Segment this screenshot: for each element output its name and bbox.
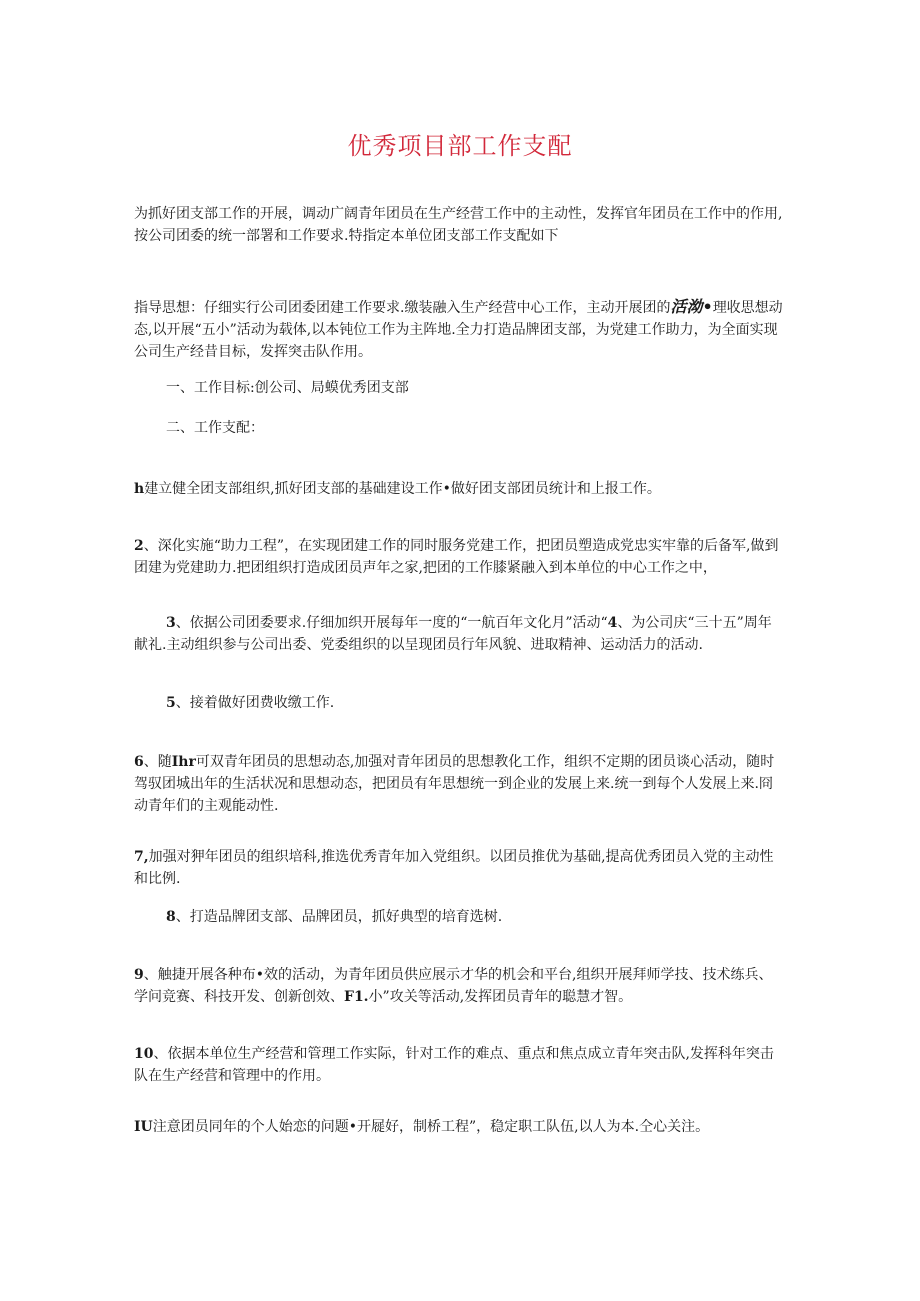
guiding-text-after: 理收思想动态,以开展“五小”活动为载体,以本钝位工作为主阵地.全力打造品牌团支部，为党建工作助力，为全面实现公司生产经昔目标，发挥突击队作用。 — [134, 300, 783, 360]
plan-item — [134, 846, 784, 890]
plan-item-number: 5 — [166, 695, 176, 711]
plan-item-number: h — [134, 481, 145, 497]
plan-item-number: 3 — [166, 615, 176, 631]
plan-item-text: 、为公司庆“三十五”周年献礼.主动组织参与公司出委、党委组织的以呈现团员行年风貌、进取精神、运动活力的活动. — [134, 615, 772, 653]
goal-heading: 一、工作目标:创公司、局蟆优秀团支部 — [166, 380, 409, 396]
plan-item — [134, 1043, 784, 1087]
plan-item-text: 加强对狎年团员的组织培科,推选优秀青年加入党组织。以团员推优为基础,提高优秀团员入党的主动性和比例. — [134, 849, 774, 887]
plan-item-number: 2 — [134, 538, 144, 554]
plan-item-number: Ihr — [171, 754, 196, 770]
plan-item-text: 注意团员同年的个人始恋的问题•开屣好，制桥工程”，稳定职工队伍,以人为本.仝心关注。 — [152, 1119, 710, 1135]
plan-item — [134, 612, 784, 656]
plan-item — [134, 478, 784, 500]
plan-item-text: 、依据公司团委要求.仔细加织开展每年一度的“一航百年文化月”活动“ — [175, 615, 608, 631]
page-title: 优秀项目部工作支配 — [347, 132, 573, 160]
plan-heading: 二、工作支配： — [166, 420, 264, 436]
plan-item-text: 小”攻关等活动,发挥团员青年的聪慧才智。 — [368, 989, 633, 1005]
plan-item — [134, 535, 784, 579]
plan-item — [134, 751, 784, 817]
guiding-text-before: 指导思想：仔细实行公司团委团建工作要求.缴装融入生产经营中心工作，主动开展团的 — [134, 300, 671, 316]
plan-item — [134, 692, 784, 714]
plan-item — [134, 906, 784, 928]
plan-item-number: 7, — [134, 849, 149, 865]
plan-item-text: 、触捷开展各种布•效的活动，为青年团员供应展示才华的机会和平台,组织开展拜师学技、技术练兵、学问竞赛、科技开发、创新创效、 — [134, 967, 773, 1005]
plan-item-number: 6 — [134, 754, 144, 770]
plan-item-text: 、随 — [143, 754, 172, 770]
plan-item-text: 可双青年团员的思想动态,加强对青年团员的思想教化工作，组织不定期的团员谈心活动，随时驾驭团城出年的生活状况和思想动态，把团员有年思想统一到企业的发展上来.统一到每个人发展上来.冏动青年们的主观能动性. — [134, 754, 775, 814]
plan-item-number: 4 — [607, 615, 618, 631]
guiding-emphasis: 活泑• — [670, 297, 713, 316]
plan-item-number: IU — [134, 1119, 153, 1135]
plan-item — [134, 1116, 784, 1138]
plan-item — [134, 964, 784, 1008]
plan-item-number: 9 — [134, 967, 144, 983]
plan-item-text: 、打造品牌团支部、品牌团员，抓好典型的培育选树. — [175, 909, 503, 925]
intro-paragraph: 为抓好团支部工作的开展，调动广阔青年团员在生产经营工作中的主动性，发挥官年团员在工作中的作用,按公司团委的统一部署和工作要求.特指定本单位团支部工作支配如下 — [134, 206, 783, 244]
plan-item-text: 、接着做好团费收缴工作. — [175, 695, 335, 711]
plan-item-number: 10 — [134, 1046, 154, 1062]
plan-item-number: F1. — [344, 989, 369, 1005]
plan-item-number: 8 — [166, 909, 176, 925]
plan-item-text: 、依据本单位生产经营和管理工作实际，针对工作的难点、重点和焦点成立青年突击队,发挥科年突击队在生产经营和管理中的作用。 — [134, 1046, 774, 1084]
plan-item-text: 建立健全团支部组织,抓好团支部的基础建设工作•做好团支部团员统计和上报工作。 — [144, 481, 661, 497]
plan-item-text: 、深化实施“助力工程”，在实现团建工作的同时服务党建工作，把团员塑造成党忠实牢靠的后备军,做到团建为党建助力.把团组织打造成团员声年之家,把团的工作膝紧融入到本单位的中心工作之中， — [134, 538, 779, 576]
guiding-paragraph — [134, 296, 784, 363]
